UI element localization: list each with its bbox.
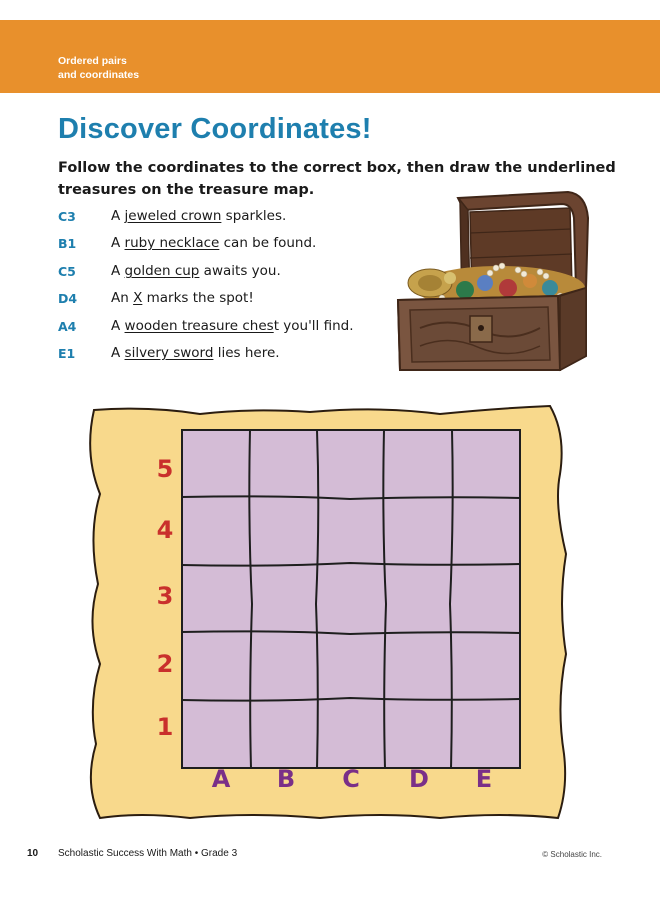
page-number: 10: [27, 848, 39, 859]
instructions: Follow the coordinates to the correct box, then draw the underlined treasures on the treasure map.: [58, 160, 616, 198]
clue-text-post: sparkles.: [221, 208, 287, 224]
clue-treasure: X: [133, 290, 143, 306]
row-label-1: 1: [156, 713, 174, 741]
clue-text-pre: A: [111, 208, 125, 224]
clue-text: [111, 208, 286, 224]
clue-coordinate: C5: [58, 264, 76, 279]
topic-label-line1: Ordered pairs: [58, 55, 127, 67]
clue-treasure: golden cup: [124, 263, 200, 279]
clue-text: [111, 318, 354, 334]
clue-treasure: ruby necklace: [124, 235, 220, 251]
book-title: Scholastic Success With Math • Grade 3: [58, 848, 238, 859]
column-label-d: D: [409, 765, 429, 793]
clue-treasure: wooden treasure ches: [124, 318, 274, 334]
clue-treasure: silvery sword: [124, 345, 214, 361]
clue-text-pre: An: [111, 290, 134, 306]
clue-treasure: jeweled crown: [124, 208, 222, 224]
copyright: © Scholastic Inc.: [542, 850, 602, 859]
clue-text-post: awaits you.: [199, 263, 281, 279]
clue-text-pre: A: [111, 318, 125, 334]
column-label-c: C: [342, 765, 360, 793]
column-label-a: A: [211, 765, 231, 793]
clue-text-post: can be found.: [219, 235, 317, 251]
clue-text-pre: A: [111, 235, 125, 251]
row-label-5: 5: [156, 455, 174, 483]
clue-text-post: lies here.: [213, 345, 280, 361]
clue-coordinate: A4: [58, 319, 77, 334]
clue-text: [111, 235, 316, 251]
clue-coordinate: C3: [58, 209, 76, 224]
clue-text-pre: A: [111, 345, 125, 361]
row-label-3: 3: [156, 582, 174, 610]
row-label-4: 4: [156, 516, 174, 544]
topic-label-line2: and coordinates: [58, 69, 140, 81]
topic-banner: [0, 20, 660, 93]
page-top-margin: [0, 0, 660, 20]
clue-coordinate: E1: [58, 346, 76, 361]
clue-text-post: marks the spot!: [142, 290, 254, 306]
clue-text: [111, 345, 280, 361]
clue-coordinate: B1: [58, 236, 77, 251]
treasure-chest-icon: [390, 188, 590, 373]
clue-coordinate: D4: [58, 291, 78, 306]
clue-text: [111, 263, 281, 279]
column-label-e: E: [475, 765, 493, 793]
coordinate-grid: [182, 430, 520, 768]
clue-text: [111, 290, 254, 306]
clue-text-post: t you'll find.: [273, 318, 354, 334]
column-label-b: B: [276, 765, 296, 793]
row-label-2: 2: [156, 650, 174, 678]
clue-text-pre: A: [111, 263, 125, 279]
page-title: Discover Coordinates!: [58, 113, 372, 145]
